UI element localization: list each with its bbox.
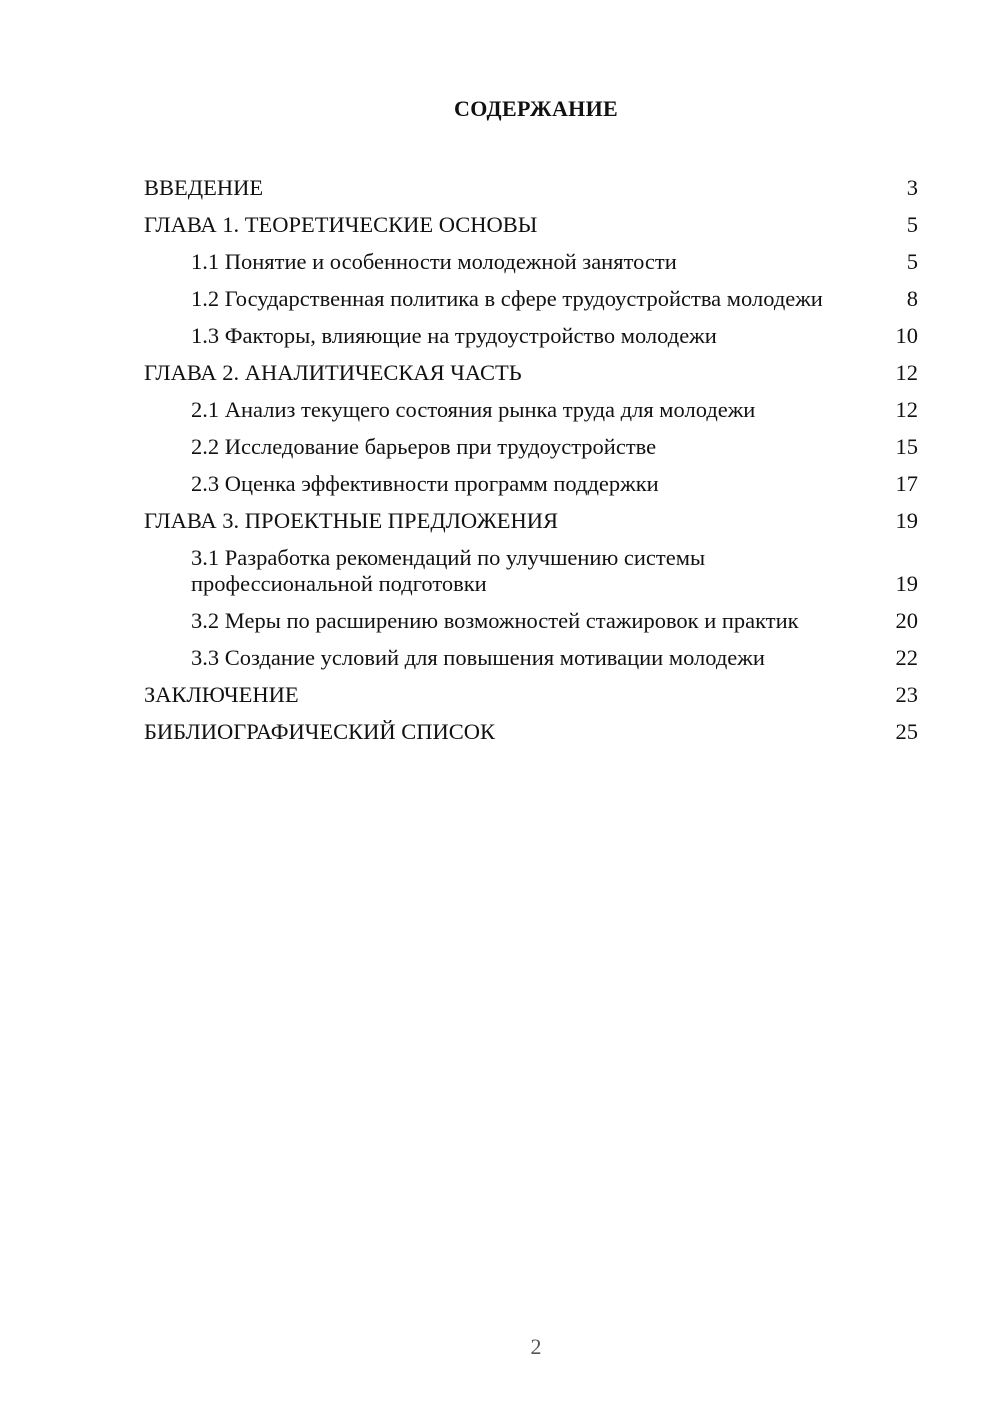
toc-entry-bibliography[interactable]: [144, 714, 918, 751]
toc-entry-section-1-2[interactable]: [144, 281, 918, 318]
toc-entry-label: 1.2 Государственная политика в сфере трудоустройства молодежи: [191, 286, 823, 311]
toc-entry-label: ЗАКЛЮЧЕНИЕ: [144, 682, 299, 707]
toc-entry-section-3-1[interactable]: [144, 540, 918, 603]
toc-entry-conclusion[interactable]: [144, 677, 918, 714]
toc-entry-page: 5: [906, 249, 918, 274]
toc-entry-chapter-1[interactable]: [144, 207, 918, 244]
toc-entry-page: 19: [895, 571, 918, 596]
toc-entry-label: 1.1 Понятие и особенности молодежной занятости: [191, 249, 677, 274]
toc-entry-page: 12: [895, 397, 918, 422]
toc-entry-label: 2.3 Оценка эффективности программ поддержки: [191, 471, 659, 496]
toc-entry-page: 23: [895, 682, 918, 707]
toc-entry-section-3-3[interactable]: [144, 640, 918, 677]
toc-entry-label: ГЛАВА 2. АНАЛИТИЧЕСКАЯ ЧАСТЬ: [144, 360, 522, 385]
page-title: СОДЕРЖАНИЕ: [454, 96, 618, 121]
page-number: 2: [530, 1334, 542, 1359]
toc-entry-page: 5: [906, 212, 918, 237]
toc-entry-chapter-3[interactable]: [144, 503, 918, 540]
toc-entry-page: 20: [895, 608, 918, 633]
toc-entry-label: 3.3 Создание условий для повышения мотивации молодежи: [191, 645, 765, 670]
toc-entry-section-2-1[interactable]: [144, 392, 918, 429]
toc-entry-page: 19: [895, 508, 918, 533]
toc-entry-page: 22: [895, 645, 918, 670]
table-of-contents: [144, 170, 918, 751]
toc-entry-page: 25: [895, 719, 918, 744]
toc-entry-label: ВВЕДЕНИЕ: [144, 175, 264, 200]
toc-entry-label: 3.1 Разработка рекомендаций по улучшению системы профессиональной подготовки: [191, 545, 706, 596]
toc-entry-section-1-1[interactable]: [144, 244, 918, 281]
toc-entry-section-2-3[interactable]: [144, 466, 918, 503]
toc-entry-chapter-2[interactable]: [144, 355, 918, 392]
toc-entry-label: 3.2 Меры по расширению возможностей стажировок и практик: [191, 608, 799, 633]
toc-entry-section-2-2[interactable]: [144, 429, 918, 466]
toc-entry-page: 17: [895, 471, 918, 496]
toc-entry-label: 2.1 Анализ текущего состояния рынка труда для молодежи: [191, 397, 756, 422]
toc-entry-label: 2.2 Исследование барьеров при трудоустройстве: [191, 434, 657, 459]
toc-entry-page: 15: [895, 434, 918, 459]
toc-entry-page: 3: [906, 175, 918, 200]
toc-entry-section-1-3[interactable]: [144, 318, 918, 355]
toc-entry-label: ГЛАВА 1. ТЕОРЕТИЧЕСКИЕ ОСНОВЫ: [144, 212, 538, 237]
toc-entry-page: 12: [895, 360, 918, 385]
toc-entry-label: 1.3 Факторы, влияющие на трудоустройство молодежи: [191, 323, 717, 348]
toc-entry-introduction[interactable]: [144, 170, 918, 207]
toc-entry-page: 8: [906, 286, 918, 311]
toc-entry-label: БИБЛИОГРАФИЧЕСКИЙ СПИСОК: [144, 719, 496, 744]
toc-entry-section-3-2[interactable]: [144, 603, 918, 640]
toc-entry-page: 10: [895, 323, 918, 348]
toc-entry-label: ГЛАВА 3. ПРОЕКТНЫЕ ПРЕДЛОЖЕНИЯ: [144, 508, 559, 533]
